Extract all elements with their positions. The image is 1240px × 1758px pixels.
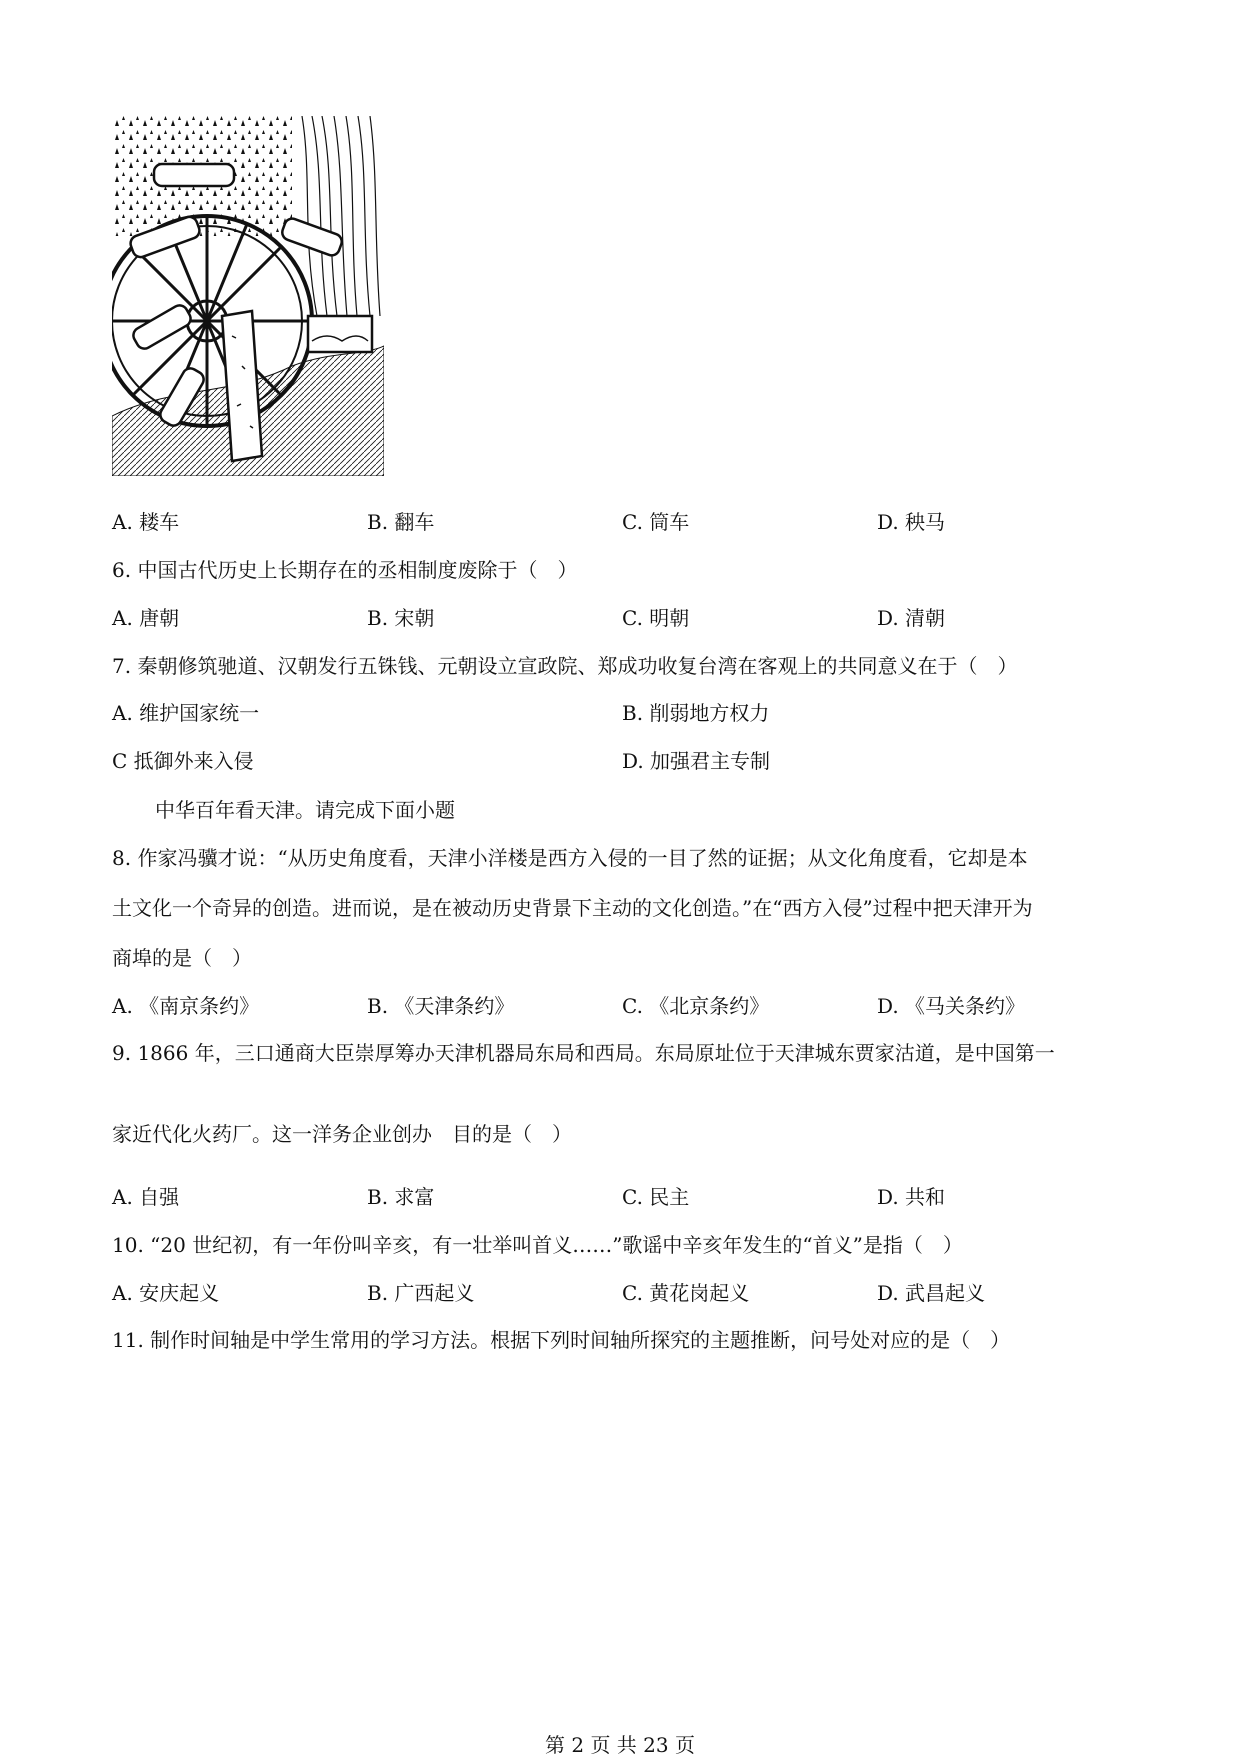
q7-option-c[interactable]: C 抵御外来入侵	[112, 749, 254, 773]
q11-stem: 11. 制作时间轴是中学生常用的学习方法。根据下列时间轴所探究的主题推断，问号处对应的是（ ）	[112, 1328, 1011, 1352]
q9-option-b[interactable]: B. 求富	[367, 1185, 435, 1209]
q8-option-b[interactable]: B. 《天津条约》	[367, 994, 515, 1018]
q7-stem: 7. 秦朝修筑驰道、汉朝发行五铢钱、元朝设立宣政院、郑成功收复台湾在客观上的共同意义在于（ ）	[112, 654, 1018, 678]
q6-option-c[interactable]: C. 明朝	[622, 606, 690, 630]
page-number: 第 2 页 共 23 页	[545, 1733, 695, 1757]
water-wheel-illustration	[112, 116, 384, 476]
q5-option-a[interactable]: A. 耧车	[112, 510, 180, 534]
q9-option-d[interactable]: D. 共和	[877, 1185, 946, 1209]
q9-stem-line-1: 9. 1866 年，三口通商大臣崇厚筹办天津机器局东局和西局。东局原址位于天津城东贾家沽道，是中国第一	[112, 1041, 1055, 1065]
q8-stem-line-3: 商埠的是（ ）	[112, 946, 252, 970]
q10-option-b[interactable]: B. 广西起义	[367, 1281, 475, 1305]
q5-option-b[interactable]: B. 翻车	[367, 510, 435, 534]
q7-option-d[interactable]: D. 加强君主专制	[622, 749, 771, 773]
q6-stem: 6. 中国古代历史上长期存在的丞相制度废除于（ ）	[112, 558, 578, 582]
q6-option-a[interactable]: A. 唐朝	[112, 606, 180, 630]
q8-option-c[interactable]: C. 《北京条约》	[622, 994, 770, 1018]
q9-stem-line-2: 家近代化火药厂。这一洋务企业创办 目的是（ ）	[112, 1122, 572, 1146]
q10-option-c[interactable]: C. 黄花岗起义	[622, 1281, 750, 1305]
q8-option-d[interactable]: D. 《马关条约》	[877, 994, 1026, 1018]
q9-option-c[interactable]: C. 民主	[622, 1185, 690, 1209]
q5-option-c[interactable]: C. 筒车	[622, 510, 690, 534]
q7-option-b[interactable]: B. 削弱地方权力	[622, 701, 770, 725]
q7-option-a[interactable]: A. 维护国家统一	[112, 701, 260, 725]
q8-option-a[interactable]: A. 《南京条约》	[112, 994, 260, 1018]
q5-option-d[interactable]: D. 秧马	[877, 510, 946, 534]
q8-stem-line-1: 8. 作家冯骥才说：“从历史角度看，天津小洋楼是西方入侵的一目了然的证据；从文化角度看，它却是本	[112, 846, 1028, 870]
q10-stem: 10. “20 世纪初，有一年份叫辛亥，有一壮举叫首义……”歌谣中辛亥年发生的“首义”是指（ ）	[112, 1233, 963, 1257]
q6-option-d[interactable]: D. 清朝	[877, 606, 946, 630]
q9-option-a[interactable]: A. 自强	[112, 1185, 180, 1209]
q10-option-d[interactable]: D. 武昌起义	[877, 1281, 986, 1305]
q10-option-a[interactable]: A. 安庆起义	[112, 1281, 220, 1305]
q6-option-b[interactable]: B. 宋朝	[367, 606, 435, 630]
q8-stem-line-2: 土文化一个奇异的创造。进而说，是在被动历史背景下主动的文化创造。”在“西方入侵”过程中把天津开为	[112, 896, 1033, 920]
section-intro: 中华百年看天津。请完成下面小题	[155, 798, 455, 822]
